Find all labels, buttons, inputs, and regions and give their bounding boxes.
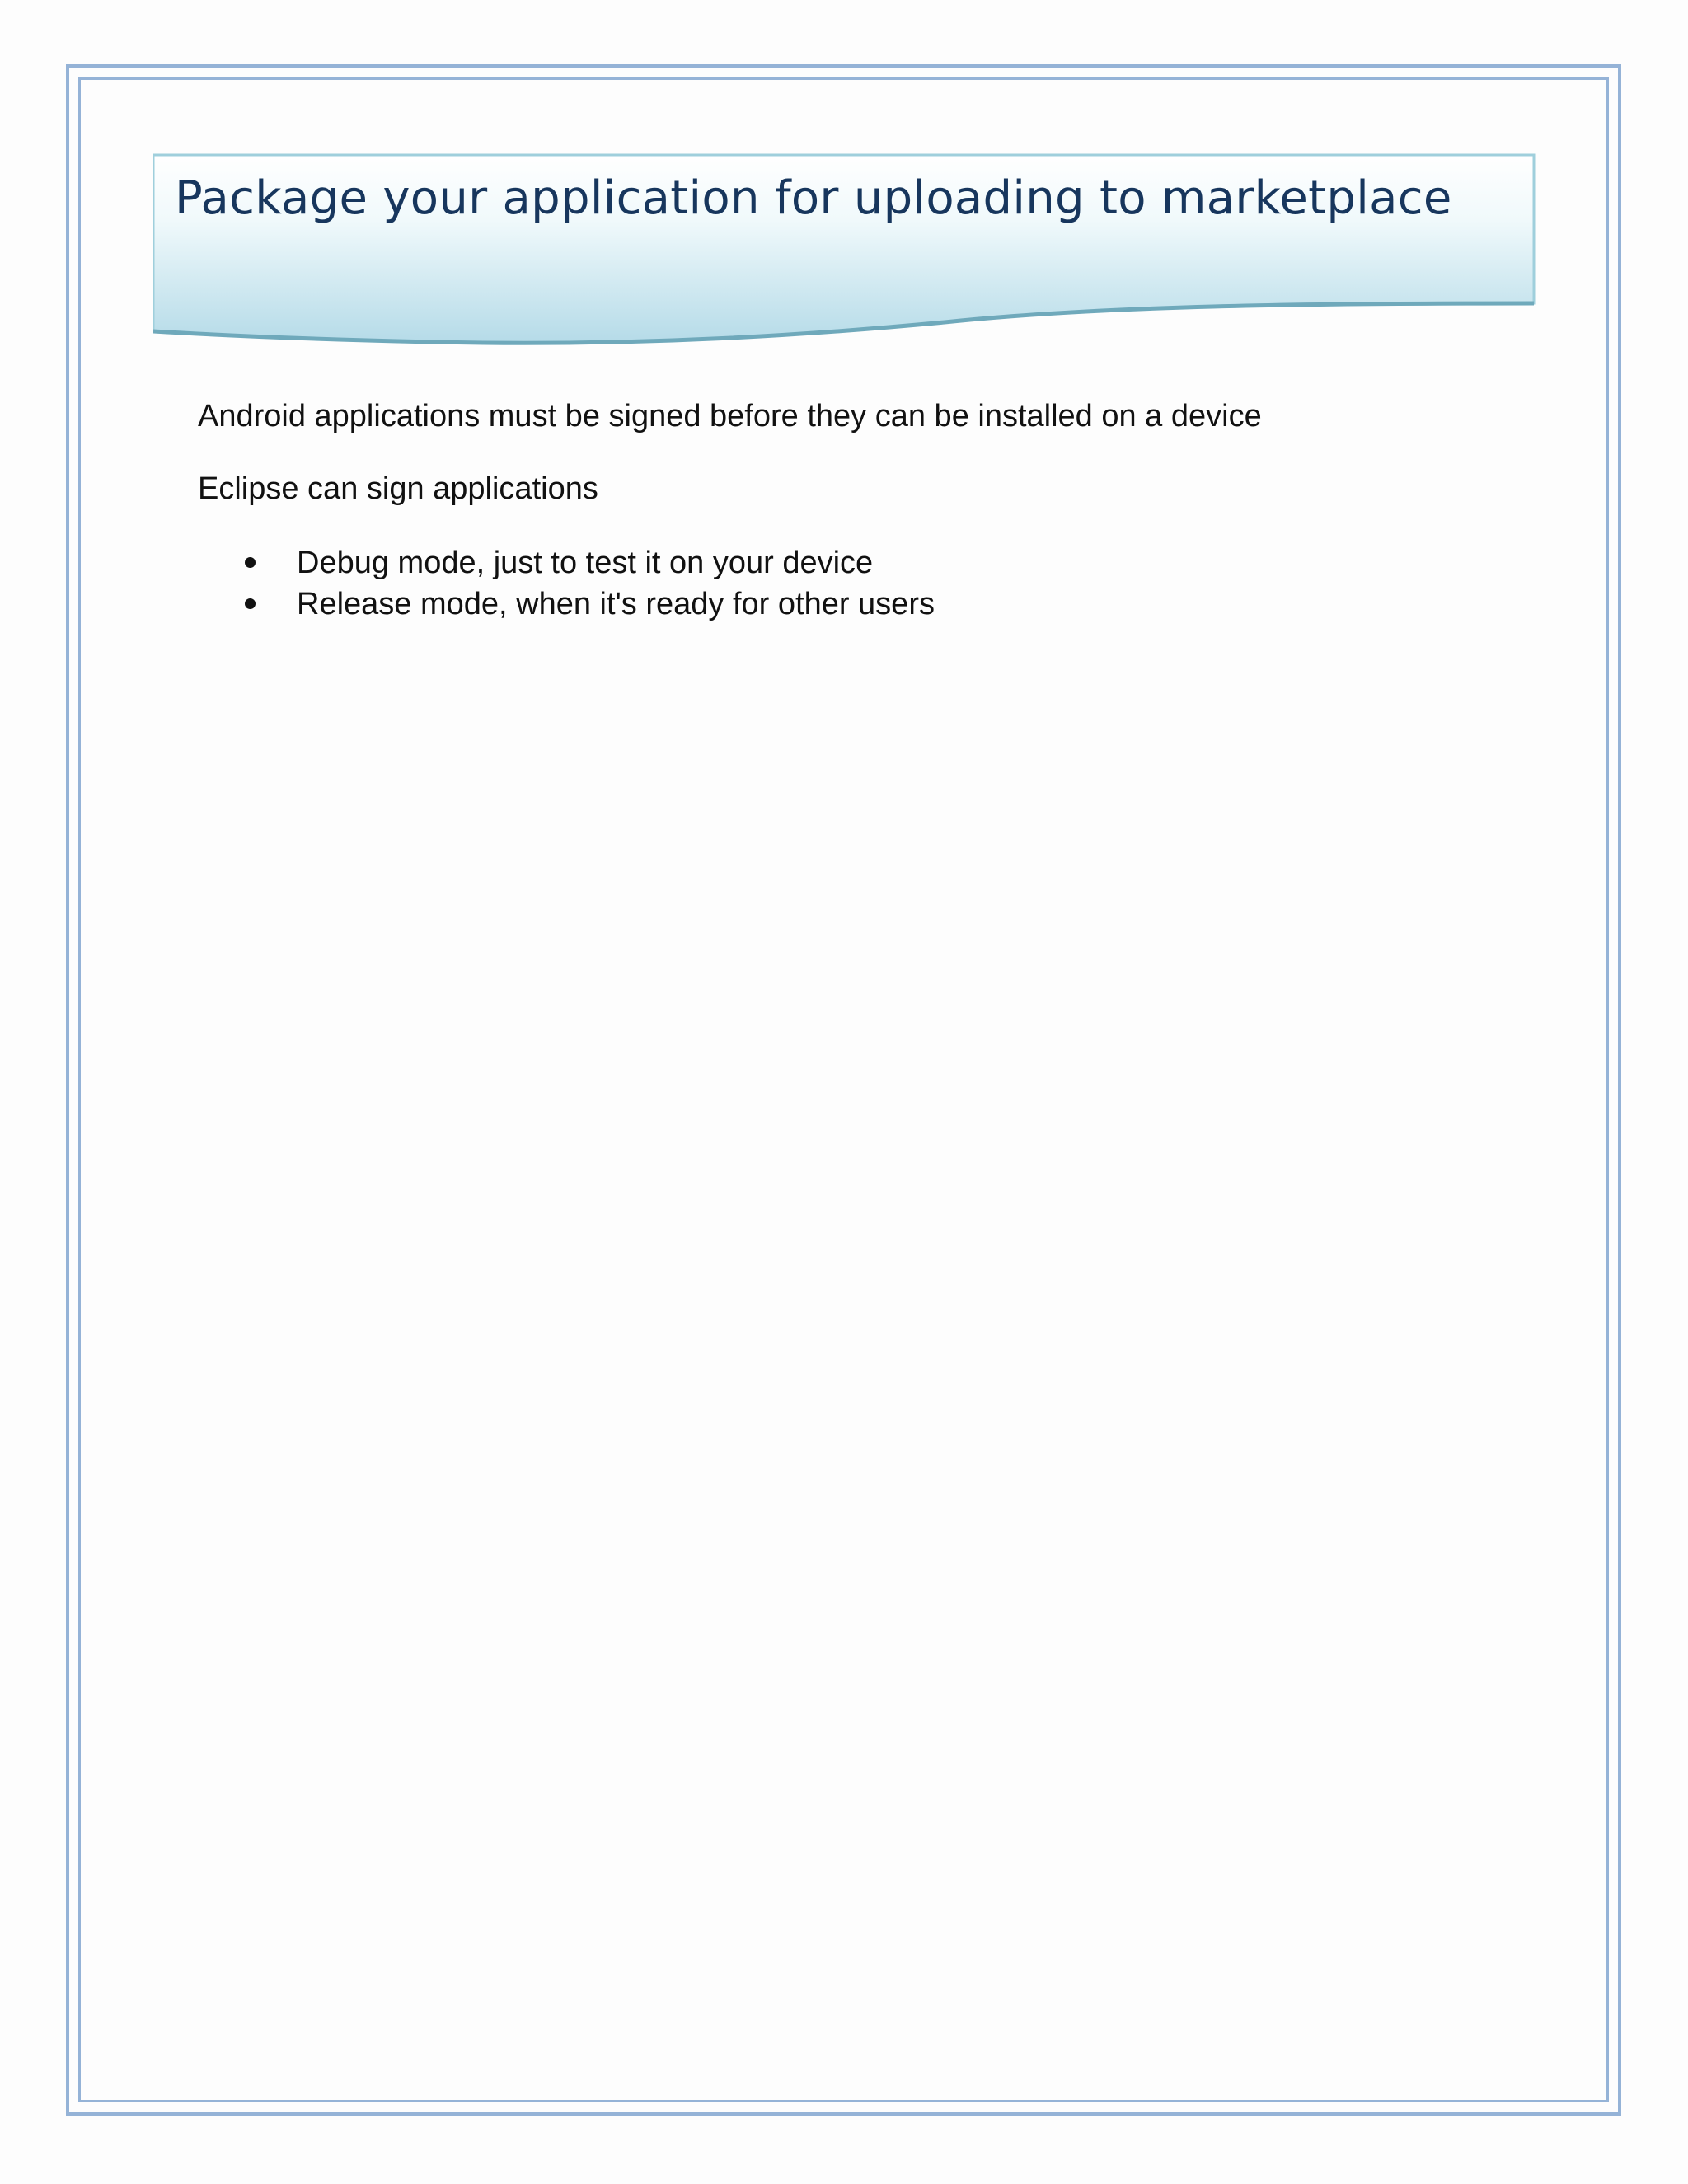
list-item: [198, 542, 1517, 583]
document-body: [198, 397, 1517, 625]
paragraph-signing-requirement: Android applications must be signed before they can be installed on a device: [198, 399, 1262, 434]
paragraph-eclipse-signing: Eclipse can sign applications: [198, 471, 598, 506]
signing-modes-list: [198, 542, 1517, 625]
page-border-inner: [78, 77, 1609, 2102]
page-title: Package your application for uploading to marketplace: [175, 171, 1452, 225]
bullet-icon: [245, 598, 256, 609]
list-item-text: Release mode, when it's ready for other users: [297, 587, 935, 621]
list-item: [198, 583, 1517, 625]
title-banner: [153, 153, 1538, 351]
list-item-text: Debug mode, just to test it on your device: [297, 546, 874, 580]
bullet-icon: [245, 557, 256, 568]
